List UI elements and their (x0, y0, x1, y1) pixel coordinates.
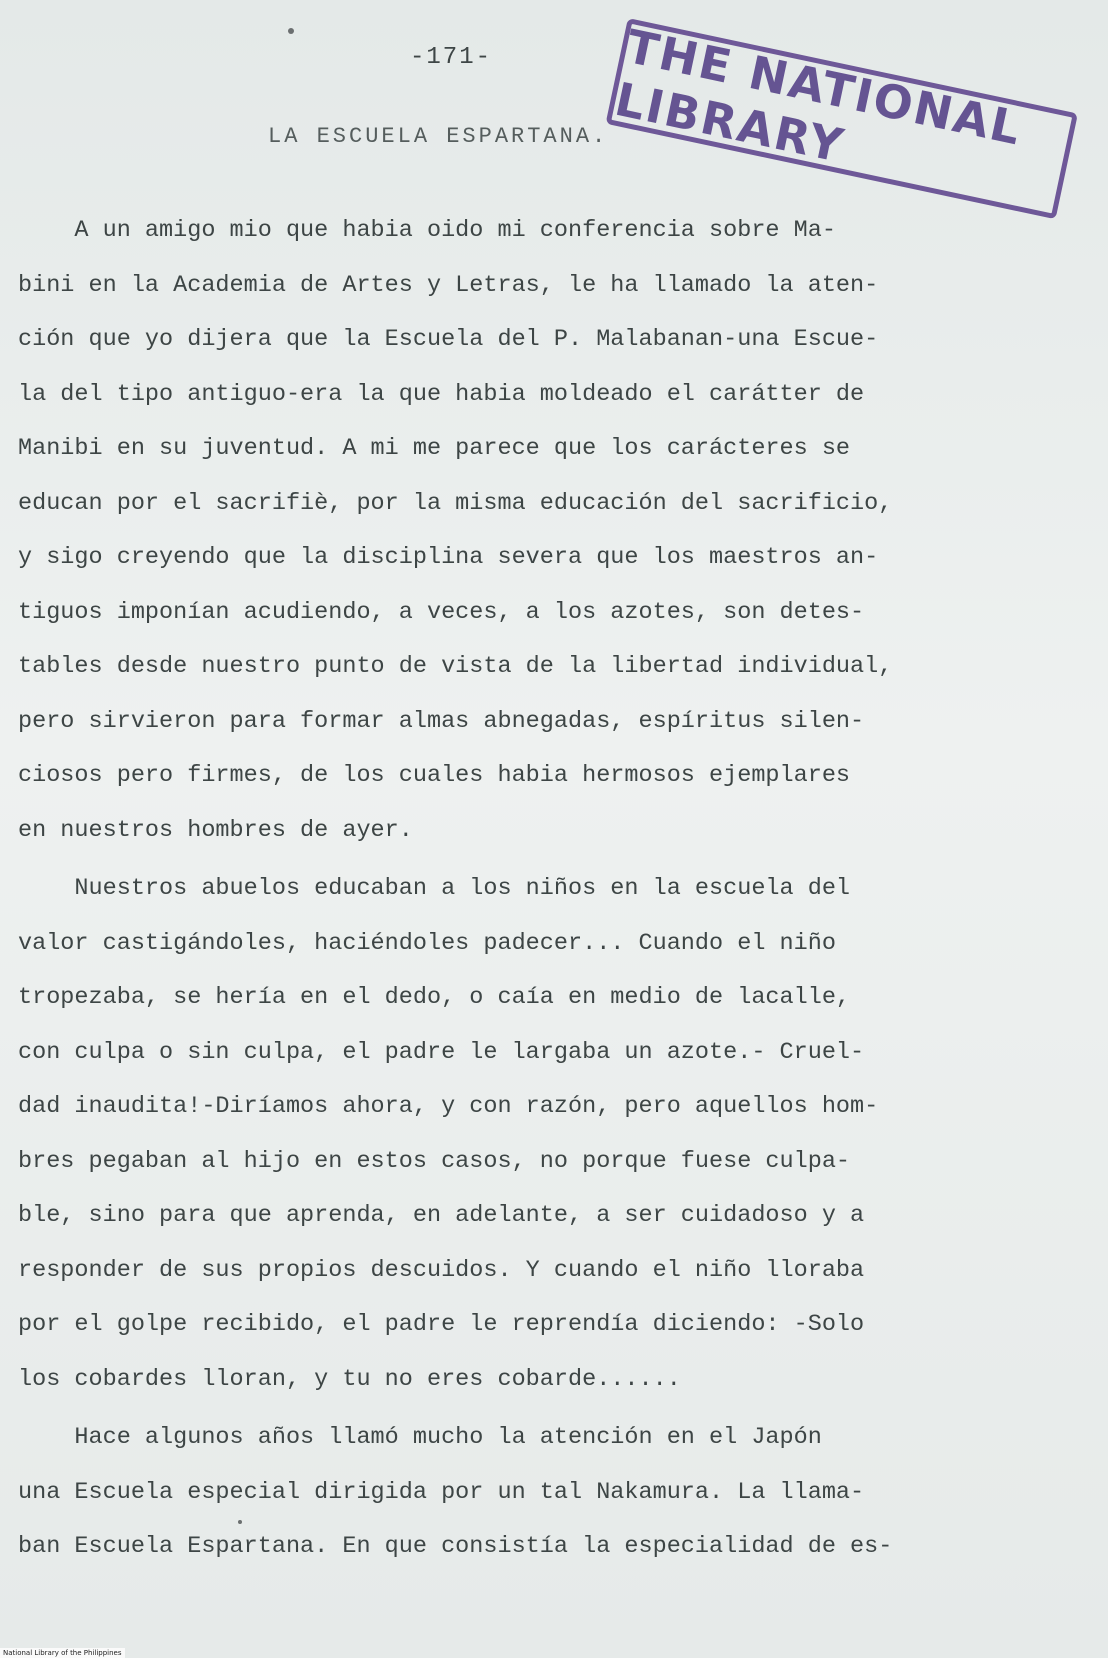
text-line: los cobardes lloran, y tu no eres cobarde...... (18, 1365, 681, 1393)
text-line: dad inaudita!-Diríamos ahora, y con razón, pero aquellos hom- (18, 1093, 879, 1120)
text-line: Manibi en su juventud. A mi me parece que los carácteres se (18, 435, 851, 462)
library-stamp: THE NATIONAL LIBRARY (606, 18, 1078, 219)
text-line: ban Escuela Espartana. En que consistía la especialidad de es- (18, 1533, 893, 1560)
page-number: -171- (410, 44, 493, 71)
body-text (18, 204, 1018, 1575)
text-line: Hace algunos años llamó mucho la atención en el Japón (18, 1424, 822, 1451)
text-line: en nuestros hombres de ayer. (18, 816, 413, 844)
text-line: valor castigándoles, haciéndoles padecer... Cuando el niño (18, 929, 836, 957)
text-line: Nuestros abuelos educaban a los niños en la escuela del (18, 875, 851, 902)
text-line: responder de sus propios descuidos. Y cuando el niño lloraba (18, 1256, 865, 1284)
text-line: educan por el sacrifiè, por la misma educación del sacrificio, (18, 489, 893, 517)
text-line: tables desde nuestro punto de vista de la libertad individual, (18, 653, 893, 680)
text-line: tropezaba, se hería en el dedo, o caía en medio de lacalle, (18, 984, 851, 1011)
document-title: LA ESCUELA ESPARTANA. (268, 124, 609, 149)
text-line: ble, sino para que aprenda, en adelante, a ser cuidadoso y a (18, 1202, 865, 1229)
text-line: una Escuela especial dirigida por un tal Nakamura. La llama- (18, 1478, 865, 1506)
text-line: A un amigo mio que habia oido mi conferencia sobre Ma- (18, 217, 836, 244)
text-line: bini en la Academia de Artes y Letras, le ha llamado la aten- (18, 271, 879, 299)
text-line: y sigo creyendo que la disciplina severa que los maestros an- (18, 544, 879, 571)
footer-credit: National Library of the Philippines (0, 1648, 125, 1658)
text-line: la del tipo antiguo-era la que habia moldeado el carátter de (18, 380, 865, 408)
text-line: tiguos imponían acudiendo, a veces, a los azotes, son detes- (18, 598, 865, 626)
ink-dot (288, 28, 294, 34)
text-line: bres pegaban al hijo en estos casos, no porque fuese culpa- (18, 1147, 851, 1175)
text-line: con culpa o sin culpa, el padre le largaba un azote.- Cruel- (18, 1038, 865, 1066)
text-line: por el golpe recibido, el padre le reprendía diciendo: -Solo (18, 1311, 865, 1338)
text-line: ción que yo dijera que la Escuela del P. Malabanan-una Escue- (18, 326, 879, 353)
text-line: ciosos pero firmes, de los cuales habia hermosos ejemplares (18, 762, 851, 789)
text-line: pero sirvieron para formar almas abnegadas, espíritus silen- (18, 707, 865, 735)
